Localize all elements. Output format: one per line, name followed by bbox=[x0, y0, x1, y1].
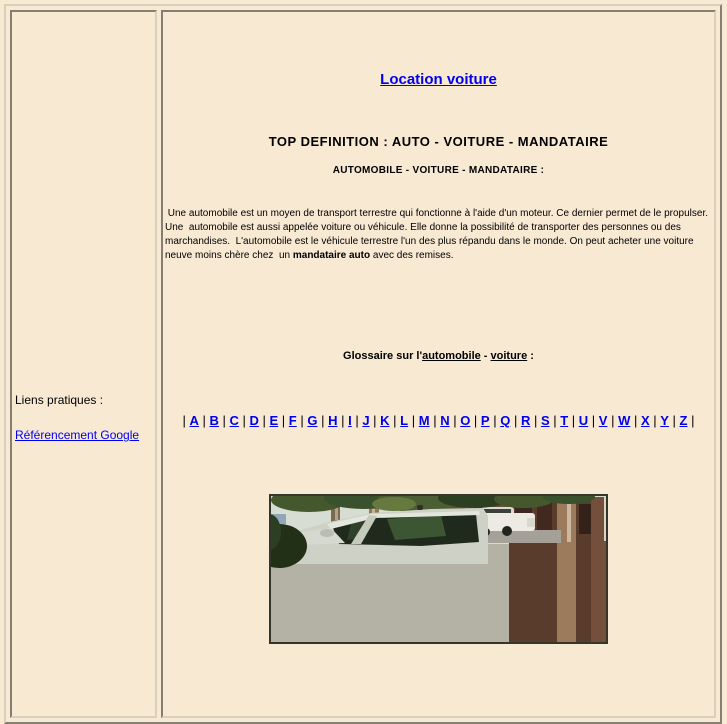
alphabet-link-Z[interactable]: Z bbox=[679, 413, 688, 428]
alphabet-link-N[interactable]: N bbox=[440, 413, 450, 428]
paragraph-line: Une automobile est un moyen de transport terrestre qui fonctionne à l'aide d'un moteur. Ce dernier permet de le propulser. bbox=[165, 208, 709, 219]
alphabet-link-B[interactable]: B bbox=[209, 413, 219, 428]
alphabet-link-G[interactable]: G bbox=[307, 413, 318, 428]
paragraph-line bbox=[165, 249, 712, 263]
alphabet-link-V[interactable]: V bbox=[598, 413, 608, 428]
alphabet-link-W[interactable]: W bbox=[618, 413, 631, 428]
alphabet-link-D[interactable]: D bbox=[249, 413, 259, 428]
alphabet-link-E[interactable]: E bbox=[269, 413, 279, 428]
alphabet-link-F[interactable]: F bbox=[288, 413, 297, 428]
alphabet-link-S[interactable]: S bbox=[540, 413, 550, 428]
alphabet-nav: | A | B | C | D | E | F | G | H | I | J | K | L | M | N | O | P | Q | R | S | T | U | V | W | X | Y | Z | bbox=[182, 413, 695, 428]
alphabet-link-X[interactable]: X bbox=[640, 413, 650, 428]
location-voiture-link[interactable]: Location voiture bbox=[380, 71, 497, 88]
page-frame bbox=[4, 4, 722, 724]
alphabet-link-A[interactable]: A bbox=[189, 413, 199, 428]
alphabet-link-T[interactable]: T bbox=[560, 413, 569, 428]
mandataire-auto-bold-text: mandataire auto bbox=[292, 250, 371, 261]
sidebar-panel bbox=[10, 10, 157, 718]
glossary-suffix: : bbox=[527, 350, 534, 362]
definition-subheading: AUTOMOBILE - VOITURE - MANDATAIRE : bbox=[332, 165, 545, 176]
paragraph-line4-before: neuve moins chère chez un bbox=[165, 250, 293, 261]
glossary-automobile-link[interactable]: automobile bbox=[422, 350, 481, 362]
alphabet-link-O[interactable]: O bbox=[460, 413, 471, 428]
main-panel bbox=[161, 10, 716, 718]
referencement-google-link[interactable]: Référencement Google bbox=[15, 428, 140, 442]
brick-pillar bbox=[557, 497, 576, 644]
paragraph-line: marchandises. L'automobile est le véhicule terrestre l'un des plus répandu dans le monde. On peut acheter une voiture bbox=[165, 236, 694, 247]
glossary-separator: - bbox=[480, 350, 491, 362]
alphabet-link-M[interactable]: M bbox=[418, 413, 430, 428]
car-photo bbox=[269, 494, 608, 644]
definition-paragraph bbox=[165, 207, 712, 263]
car-photo-image bbox=[269, 494, 608, 644]
alphabet-link-I[interactable]: I bbox=[348, 413, 352, 428]
alphabet-link-L[interactable]: L bbox=[400, 413, 409, 428]
alphabet-link-J[interactable]: J bbox=[362, 413, 370, 428]
glossary-prefix: Glossaire sur l' bbox=[343, 350, 423, 362]
paragraph-line4-after: avec des remises. bbox=[370, 250, 454, 261]
glossary-heading bbox=[165, 350, 712, 362]
alphabet-link-Q[interactable]: Q bbox=[500, 413, 511, 428]
alphabet-link-U[interactable]: U bbox=[578, 413, 589, 428]
alphabet-link-R[interactable]: R bbox=[520, 413, 531, 428]
alphabet-link-Y[interactable]: Y bbox=[660, 413, 669, 428]
paragraph-line: Une automobile est aussi appelée voiture ou véhicule. Elle donne la possibilité de transporter des personnes ou des bbox=[165, 222, 681, 233]
alphabet-link-C[interactable]: C bbox=[229, 413, 239, 428]
definition-heading: TOP DEFINITION : AUTO - VOITURE - MANDATAIRE bbox=[268, 134, 609, 149]
glossary-voiture-link[interactable]: voiture bbox=[490, 350, 528, 362]
alphabet-link-K[interactable]: K bbox=[380, 413, 390, 428]
car-antenna bbox=[417, 505, 423, 510]
sidebar-heading: Liens pratiques : bbox=[15, 393, 104, 407]
alphabet-link-P[interactable]: P bbox=[480, 413, 490, 428]
alphabet-link-H[interactable]: H bbox=[328, 413, 338, 428]
